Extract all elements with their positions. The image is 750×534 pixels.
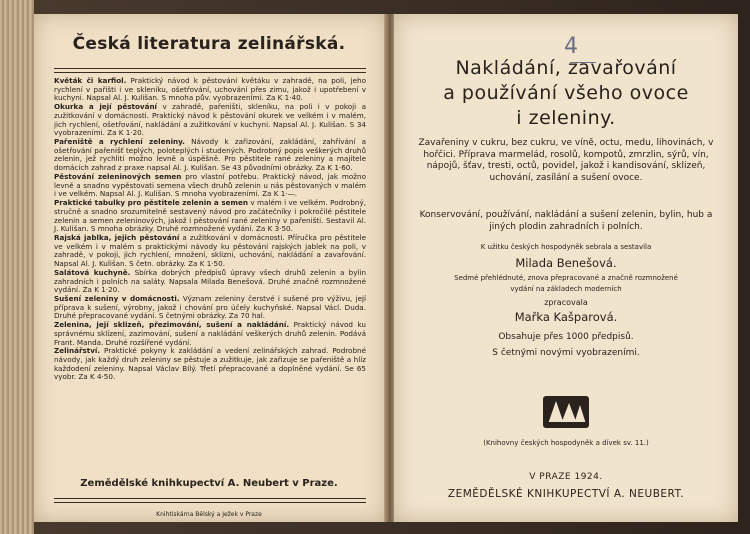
top-rule: [54, 68, 366, 73]
handwritten-mark: 4: [564, 34, 578, 59]
title-line: Nakládání, zavařování: [455, 57, 677, 79]
entry-text: pro vlastní potřebu. Praktický návod, jak možno levně a snadno vypěstovati semena všech druhů zelenin u nás pěstovaných v malém i ve velkém. Napsal Al. J. Kulišan. S mnoha vyobrazeními. Za K 1·—.: [54, 171, 366, 199]
entry-title: Okurka a její pěstování: [54, 102, 158, 112]
printer-imprint: Knihtiskárna Bělský a Ježek v Praze: [156, 511, 262, 518]
catalog-list: [54, 77, 366, 382]
catalog-entry: [54, 269, 366, 295]
recipes-count: Obsahuje přes 1000 předpisů.: [498, 332, 634, 342]
entry-title: Zelenina, její sklizeň, přezimování, sušení a nakládání.: [54, 320, 290, 330]
edition-line: Sedmé přehlédnuté, znova přepracované a značně rozmnožené: [454, 274, 678, 282]
catalog-entry: [54, 103, 366, 138]
publisher-name: ZEMĚDĚLSKÉ KNIHKUPECTVÍ A. NEUBERT.: [447, 488, 685, 500]
title-line: a používání všeho ovoce: [443, 82, 689, 104]
series-note: (Knihovny českých hospodyněk a dívek sv. 11.): [483, 439, 649, 447]
entry-title: Pěstování zeleninových semen: [54, 171, 182, 181]
entry-title: Rajská jablka, jejich pěstování: [54, 232, 180, 242]
entry-text: Sbírka dobrých předpisů úpravy všech druhů zelenin a bylin zahradních i polních na saláty. Napsala Milada Benešová. Druhé značně rozmnožené vydání. Za K 1·20.: [54, 267, 366, 295]
title-page: [394, 14, 738, 522]
publisher-logo-icon: [542, 395, 590, 429]
publisher-line: Zemědělské knihkupectví A. Neubert v Praze.: [80, 478, 338, 489]
bottom-rule: [54, 498, 366, 503]
catalog-entry: [54, 234, 366, 269]
right-page: [394, 14, 738, 522]
author-name: Milada Benešová.: [515, 256, 617, 270]
subtitle-fruit: Zavařeniny v cukru, bez cukru, ve víně, octu, medu, lihovinách, v hořčici. Příprava marmelád, rosolů, kompotů, zmrzlin, sýrů, vín, nápojů, šťav, tresti, octů, povidel, jakož i kandisování, sklizeň, uchování, zasílání a sušení ovoce.: [418, 138, 714, 183]
catalog-entry: [54, 173, 366, 199]
illustrations-note: S četnými novými vyobrazeními.: [492, 348, 640, 358]
catalog-entry: [54, 295, 366, 321]
catalog-entry: [54, 138, 366, 173]
place-year: V PRAZE 1924.: [529, 472, 603, 482]
entry-text: Praktický návod ku správnému sklízení, zazimování, sušení a nakládání veškerých druhů zelenin. Podává Frant. Manda. Druhé rozšířené vydání.: [54, 320, 366, 347]
left-page: [34, 14, 386, 522]
catalog-title: Česká literatura zelinářská.: [72, 34, 346, 54]
entry-title: Sušení zeleniny v domácnosti.: [54, 293, 180, 303]
entry-text: a zužitkování v domácnosti. Příručka pro pěstitele ve velkém i v malém s praktickými návody ku pěstování rajských jablek na poli, v zahradě, v pokoji, jich rychlení, množení, sklizni, uchování, nakládání a zavařování. Napsal Al. J. Kulišan. S četn. obrázky. Za K 1·50.: [54, 232, 366, 269]
compiled-by-label: K užitku českých hospodyněk sebrala a sestavila: [480, 243, 652, 251]
editor-label: zpracovala: [544, 298, 588, 307]
catalog-entry: [54, 347, 366, 382]
entry-title: Pařeniště a rychlení zeleniny.: [54, 137, 185, 147]
entry-text: Návody k zařizování, zakládání, zahřívání a ošetřování pařenišť teplých, poloteplých i studených. Podrobný popis veškerých druhů zelenin, jež rychliti možno levně a úspěšně. Pro pěstitele rané zeleniny a majitele domácích zahrad z praxe napsal Al. J. Kulišan. Se 43 původními obrázky. Za K 1·60.: [54, 137, 366, 173]
page-edges: [0, 0, 34, 534]
entry-title: Zelinářství.: [54, 346, 101, 356]
title-line: i zeleniny.: [516, 107, 616, 129]
entry-title: Salátová kuchyně.: [54, 267, 131, 277]
catalog-entry: [54, 77, 366, 103]
left-page-content: [46, 22, 372, 518]
catalog-entry: [54, 321, 366, 347]
entry-text: Praktický návod k pěstování květáku v zahradě, na poli, jeho rychlení v pařišti i ve skleníku, ošetřování, uchování přes zimu, jakož i upotřebení v kuchyni. Napsal Al. J. Kulišan. S mnoha pův. vyobrazeními. Za K 1·40.: [54, 76, 366, 103]
subtitle-vegetables: Konservování, používání, nakládání a sušení zelenin, bylin, hub a jiných plodin zahradních i polních.: [419, 210, 713, 232]
entry-title: Praktické tabulky pro pěstitele zelenin a semen: [54, 198, 248, 208]
entry-text: v zahradě, pařeništi, skleníku, na poli i v pokoji a zužitkování v domácnosti. Praktický návod k pěstování okurek ve velkém i v malém, jich rychlení, ošetřování, nakládání a zužitkování v kuchyni. Napsal Al. J. Kulišan. S 34 vyobrazeními. Za K 1·20.: [54, 102, 366, 138]
catalog-entry: [54, 199, 366, 234]
entry-text: v malém i ve velkém. Podrobný, stručně a snadno srozumitelně sestavený návod pro začátečníky i pokročilé pěstitele zelenin a semen zeleninových, jakož i pěstování rané zeleniny v pařeništi. Sestavil Al. J. Kulišan. S mnoha obrázky. Druhé rozmnožené vydání. Za K 3·50.: [54, 198, 366, 234]
entry-text: Praktické pokyny k zakládání a vedení zelinářských zahrad. Podrobné návody, jak každý druh zeleniny se pěstuje a zužitkuje, jak zařizuje se pařeniště a hlíz každodení zeleniny. Napsal Václav Bílý. Třetí přepracované a doplněné vydání. Se 65 vyobr. Za K 4·50.: [54, 346, 366, 382]
book-title: [404, 56, 728, 131]
edition-line: vydání na základech moderních: [510, 285, 622, 293]
entry-text: Význam zeleniny čerstvé i sušené pro výživu, její příprava k sušení, výrobny, jakož i chování pro účely kuchyňské. Napsal Václ. Duda. Druhé přepracované vydání. S četnými obrázky. Za 70 hal.: [54, 293, 366, 321]
entry-title: Květák či karfiol.: [54, 76, 127, 85]
editor-name: Mařka Kašparová.: [514, 310, 618, 324]
